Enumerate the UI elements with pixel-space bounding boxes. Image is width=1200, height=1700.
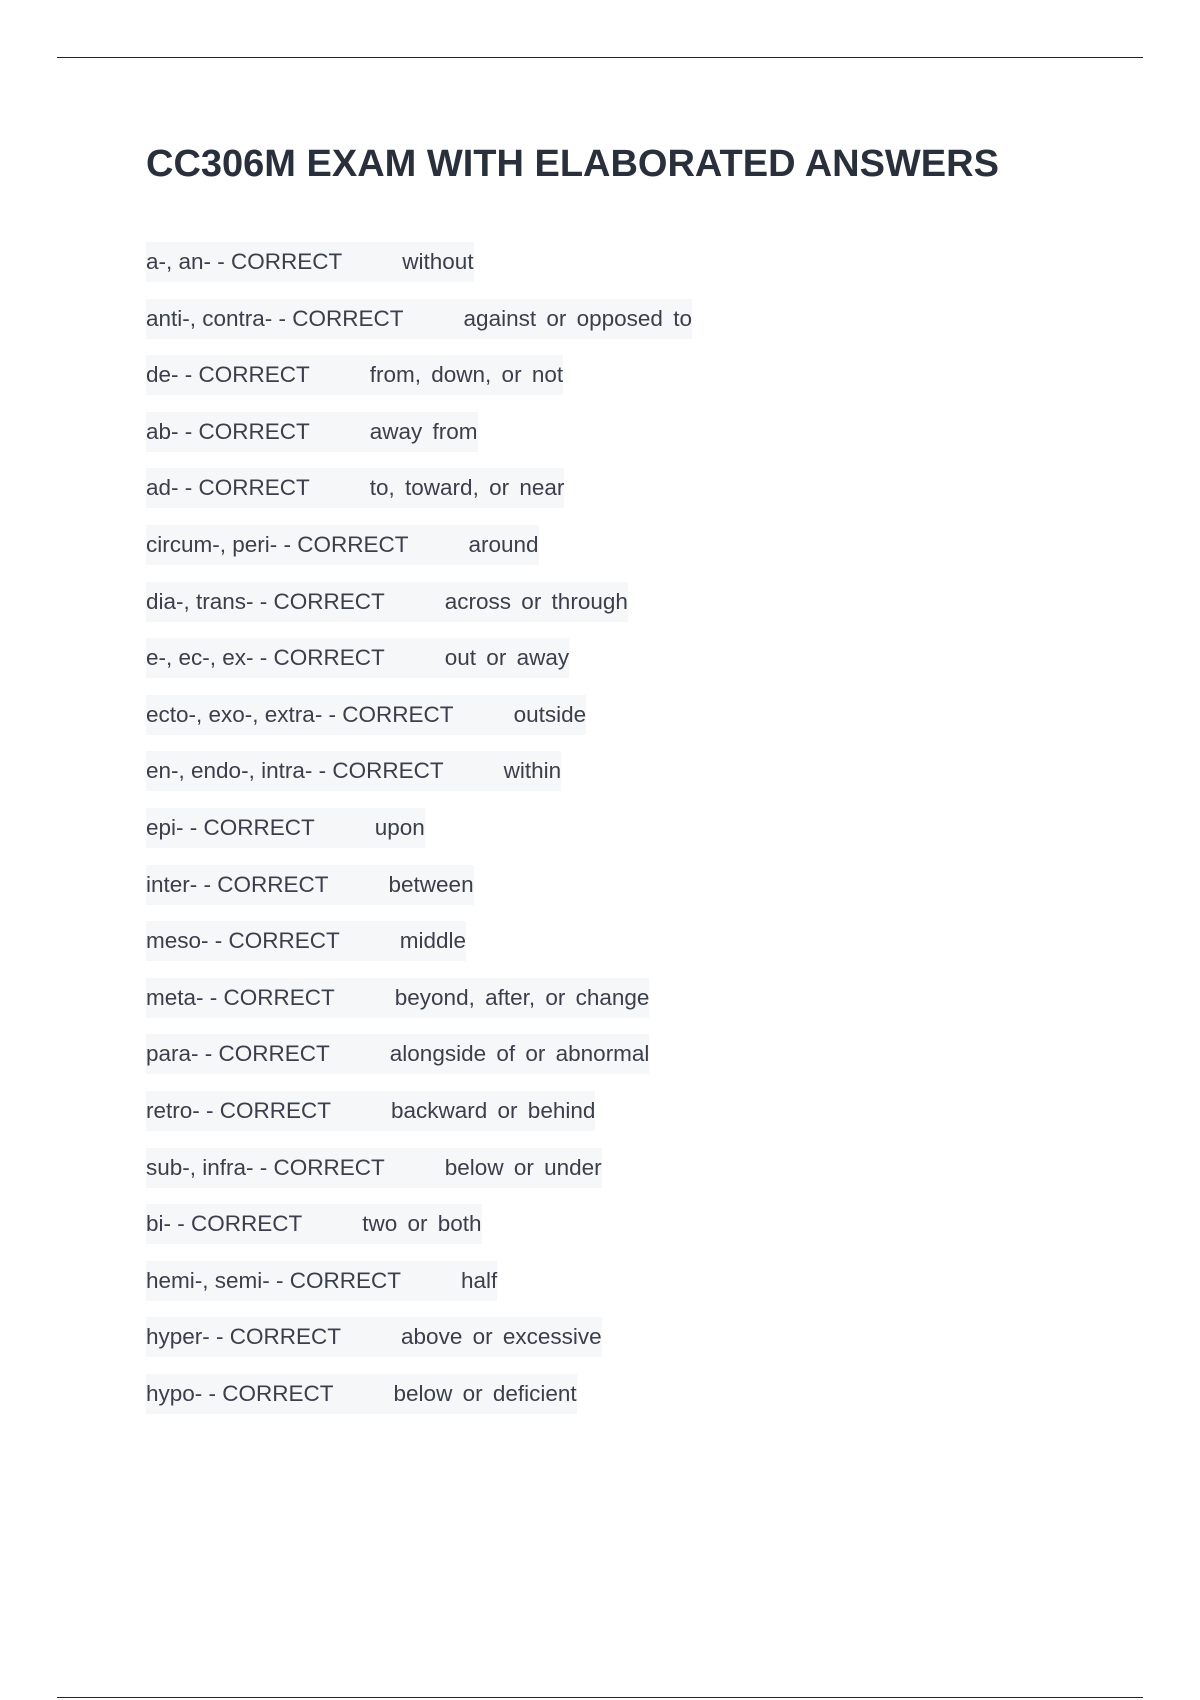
answer-text: backward or behind (391, 1091, 595, 1131)
answer-separator (310, 355, 370, 395)
question-text: ecto-, exo-, extra- - CORRECT (146, 695, 454, 735)
answer-text: alongside of or abnormal (390, 1034, 650, 1074)
answer-separator (385, 582, 445, 622)
answer-text: within (504, 751, 562, 791)
list-item (146, 1091, 692, 1148)
question-text: circum-, peri- - CORRECT (146, 525, 409, 565)
question-text: para- - CORRECT (146, 1034, 330, 1074)
answer-text: from, down, or not (370, 355, 563, 395)
list-item (146, 751, 692, 808)
answer-separator (315, 808, 375, 848)
question-text: anti-, contra- - CORRECT (146, 299, 404, 339)
list-item (146, 468, 692, 525)
question-text: bi- - CORRECT (146, 1204, 302, 1244)
answer-text: below or deficient (394, 1374, 577, 1414)
question-text: ad- - CORRECT (146, 468, 310, 508)
list-item (146, 1034, 692, 1091)
answer-separator (404, 299, 464, 339)
answer-text: half (461, 1261, 497, 1301)
list-item (146, 978, 692, 1035)
answer-separator (310, 468, 370, 508)
question-text: retro- - CORRECT (146, 1091, 331, 1131)
question-text: meso- - CORRECT (146, 921, 340, 961)
list-item (146, 1204, 692, 1261)
answer-text: two or both (362, 1204, 481, 1244)
answer-separator (401, 1261, 461, 1301)
list-item (146, 865, 692, 922)
question-text: ab- - CORRECT (146, 412, 310, 452)
answer-separator (335, 978, 395, 1018)
answer-text: to, toward, or near (370, 468, 565, 508)
list-item (146, 1374, 692, 1431)
answer-separator (310, 412, 370, 452)
answer-separator (330, 1034, 390, 1074)
answer-separator (341, 1317, 401, 1357)
answer-separator (385, 1148, 445, 1188)
answer-text: beyond, after, or change (395, 978, 650, 1018)
question-text: inter- - CORRECT (146, 865, 329, 905)
answer-separator (409, 525, 469, 565)
header-rule (57, 57, 1143, 58)
question-text: hemi-, semi- - CORRECT (146, 1261, 401, 1301)
answer-text: across or through (445, 582, 628, 622)
question-text: sub-, infra- - CORRECT (146, 1148, 385, 1188)
answer-separator (444, 751, 504, 791)
answer-text: above or excessive (401, 1317, 602, 1357)
answer-text: middle (400, 921, 466, 961)
list-item (146, 638, 692, 695)
answer-separator (331, 1091, 391, 1131)
list-item (146, 412, 692, 469)
list-item (146, 242, 692, 299)
list-item (146, 355, 692, 412)
question-text: hypo- - CORRECT (146, 1374, 334, 1414)
answer-text: upon (375, 808, 425, 848)
list-item (146, 525, 692, 582)
question-text: hyper- - CORRECT (146, 1317, 341, 1357)
answer-separator (454, 695, 514, 735)
list-item (146, 695, 692, 752)
list-item (146, 921, 692, 978)
question-text: meta- - CORRECT (146, 978, 335, 1018)
question-text: a-, an- - CORRECT (146, 242, 342, 282)
answer-text: away from (370, 412, 478, 452)
question-text: en-, endo-, intra- - CORRECT (146, 751, 444, 791)
answer-separator (329, 865, 389, 905)
answer-text: out or away (445, 638, 569, 678)
answer-separator (342, 242, 402, 282)
question-text: e-, ec-, ex- - CORRECT (146, 638, 385, 678)
answer-text: without (402, 242, 473, 282)
list-item (146, 808, 692, 865)
list-item (146, 582, 692, 639)
question-text: dia-, trans- - CORRECT (146, 582, 385, 622)
answer-separator (334, 1374, 394, 1414)
footer-rule (57, 1697, 1143, 1698)
question-text: epi- - CORRECT (146, 808, 315, 848)
answer-separator (302, 1204, 362, 1244)
list-item (146, 1148, 692, 1205)
answer-text: against or opposed to (464, 299, 692, 339)
answer-separator (340, 921, 400, 961)
answer-text: between (389, 865, 474, 905)
answer-separator (385, 638, 445, 678)
list-item (146, 1261, 692, 1318)
page-title: CC306M EXAM WITH ELABORATED ANSWERS (146, 143, 999, 185)
answer-text: below or under (445, 1148, 602, 1188)
answer-text: around (469, 525, 539, 565)
list-item (146, 1317, 692, 1374)
answer-text: outside (514, 695, 587, 735)
list-item (146, 299, 692, 356)
flashcard-list (146, 242, 692, 1430)
question-text: de- - CORRECT (146, 355, 310, 395)
